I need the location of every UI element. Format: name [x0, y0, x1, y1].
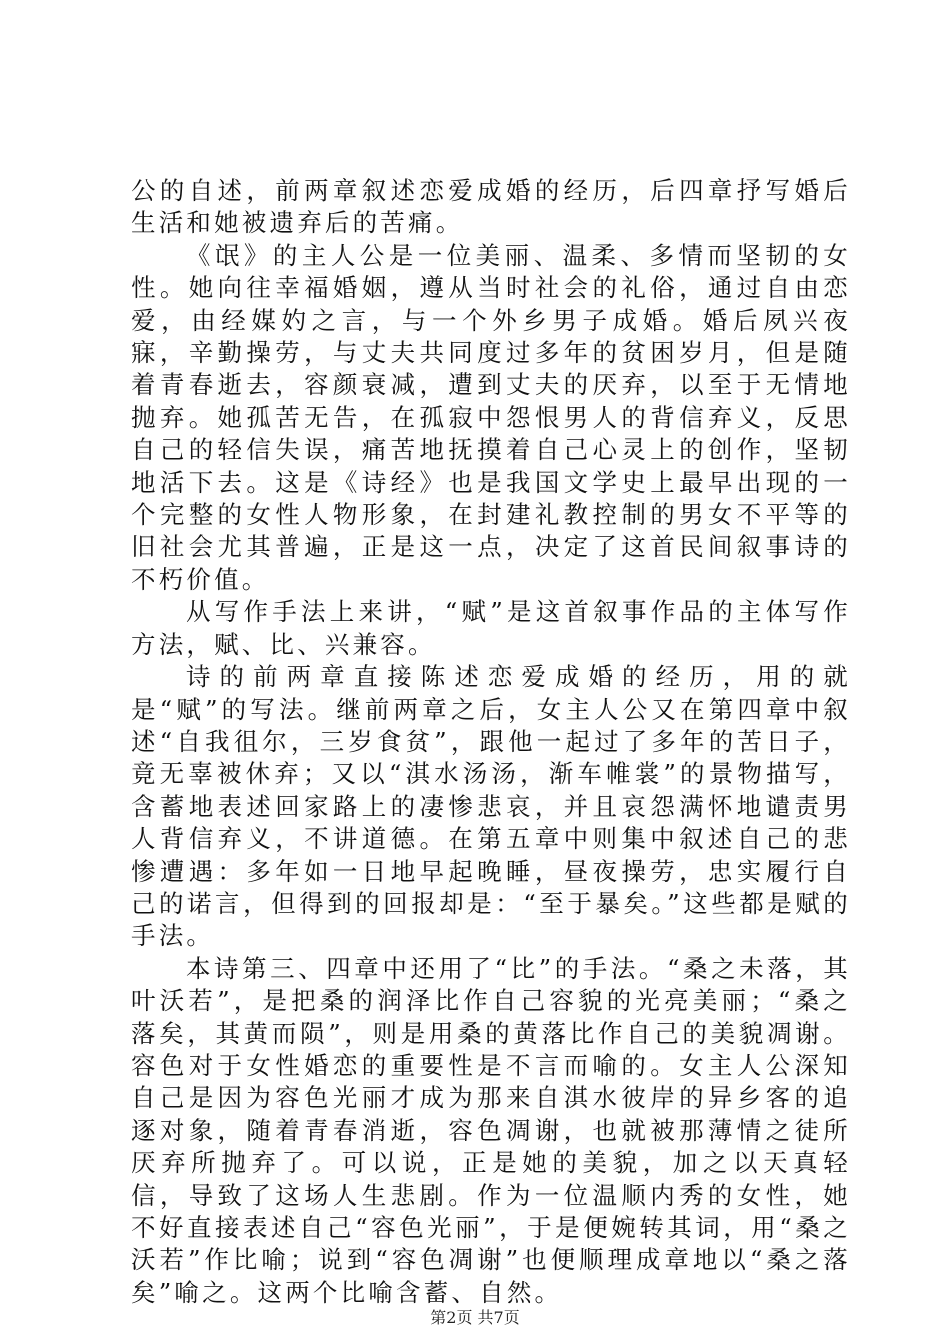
document-body — [131, 175, 851, 1309]
paragraph-fu-method: 诗的前两章直接陈述恋爱成婚的经历，用的就是“赋”的写法。继前两章之后，女主人公又在第四章中叙述“自我徂尔，三岁食贫”，跟他一起过了多年的苦日子，竟无辜被休弃；又以“淇水汤汤，渐车帷裳”的景物描写，含蓄地表述回家路上的凄惨悲哀，并且哀怨满怀地谴责男人背信弃义，不讲道德。在第五章中则集中叙述自己的悲惨遭遇：多年如一日地早起晚睡，昼夜操劳，忠实履行自己的诺言，但得到的回报却是：“至于暴矣。”这些都是赋的手法。 — [131, 662, 851, 951]
paragraph-writing-technique: 从写作手法上来讲，“赋”是这首叙事作品的主体写作方法，赋、比、兴兼容。 — [131, 597, 851, 659]
page-number-footer: 第2页 共7页 — [430, 1308, 520, 1327]
paragraph-protagonist: 《氓》的主人公是一位美丽、温柔、多情而坚韧的女性。她向往幸福婚姻，遵从当时社会的礼俗，通过自由恋爱，由经媒妁之言，与一个外乡男子成婚。婚后夙兴夜寐，辛勤操劳，与丈夫共同度过多年的贫困岁月，但是随着青春逝去，容颜衰减，遭到丈夫的厌弃，以至于无情地抛弃。她孤苦无告，在孤寂中怨恨男人的背信弃义，反思自己的轻信失误，痛苦地抚摸着自己心灵上的创作，坚韧地活下去。这是《诗经》也是我国文学史上最早出现的一个完整的女性人物形象，在封建礼教控制的男女不平等的旧社会尤其普遍，正是这一点，决定了这首民间叙事诗的不朽价值。 — [131, 240, 851, 594]
paragraph-continuation: 公的自述，前两章叙述恋爱成婚的经历，后四章抒写婚后生活和她被遗弃后的苦痛。 — [131, 176, 851, 238]
paragraph-bi-method: 本诗第三、四章中还用了“比”的手法。“桑之未落，其叶沃若”，是把桑的润泽比作自己容貌的光亮美丽；“桑之落矣，其黄而陨”，则是用桑的黄落比作自己的美貌凋谢。容色对于女性婚恋的重要性是不言而喻的。女主人公深知自己是因为容色光丽才成为那来自淇水彼岸的异乡客的追逐对象，随着青春消逝，容色凋谢，也就被那薄情之徒所厌弃所抛弃了。可以说，正是她的美貌，加之以天真轻信，导致了这场人生悲剧。作为一位温顺内秀的女性，她不好直接表述自己“容色光丽”，于是便婉转其词，用“桑之沃若”作比喻；说到“容色凋谢”也便顺理成章地以“桑之落矣”喻之。这两个比喻含蓄、自然。 — [131, 953, 851, 1307]
